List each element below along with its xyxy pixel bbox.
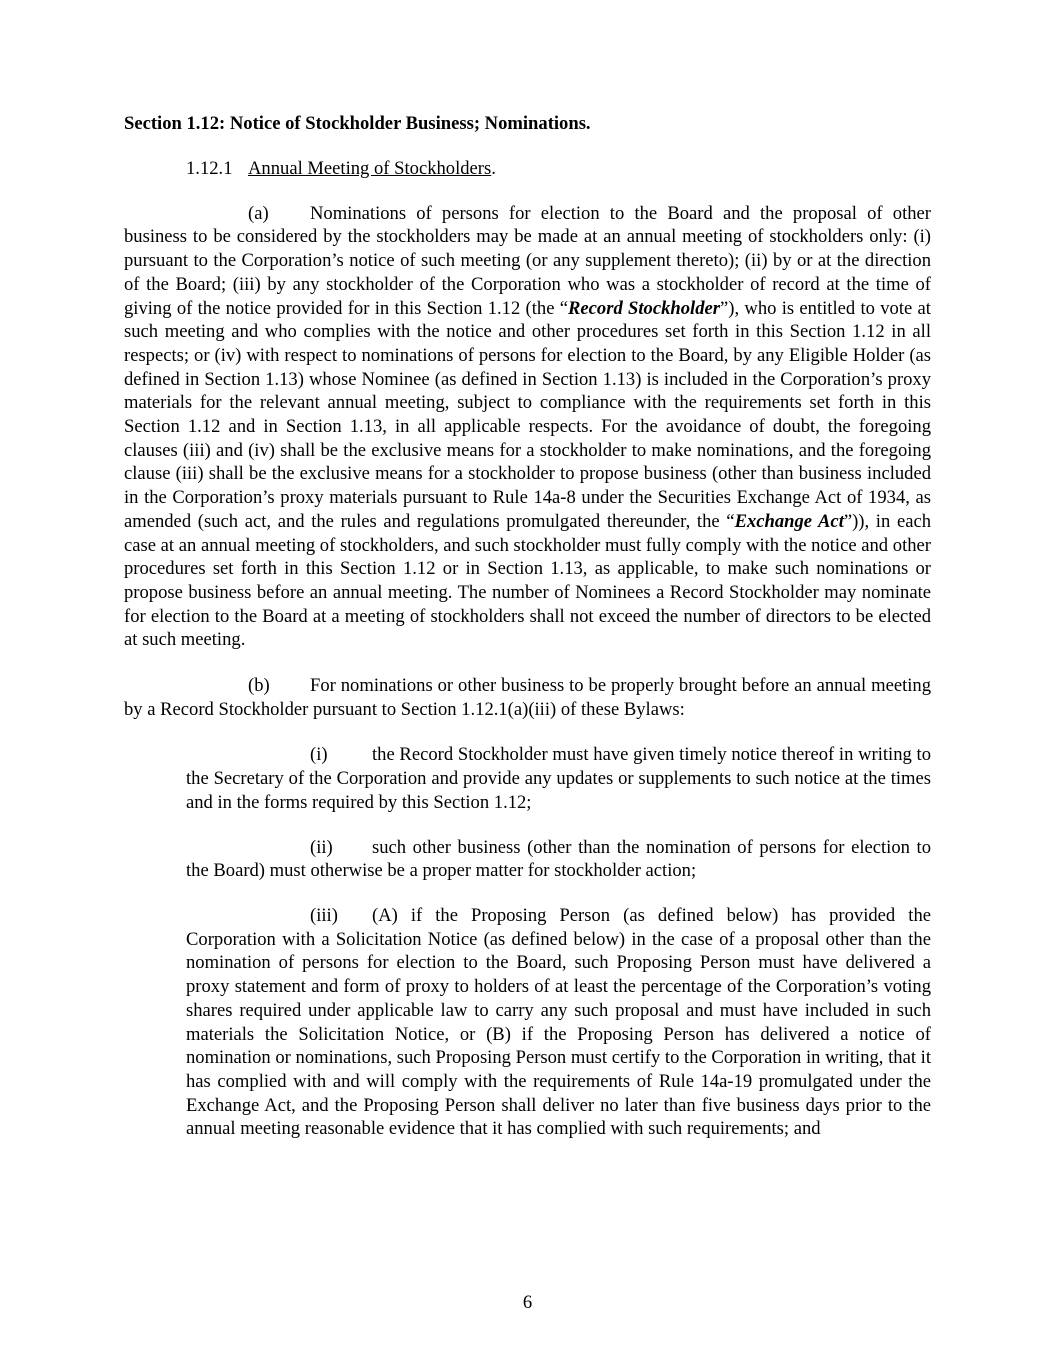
subsection-title-suffix: . (491, 158, 496, 179)
subsection-number: 1.12.1 (186, 158, 233, 179)
defined-term-record-stockholder: Record Stockholder (568, 297, 720, 319)
paragraph-a-marker: (a) (248, 202, 269, 224)
sub-item-ii-text: such other business (other than the nomination of persons for election to the Board) must otherwise be a proper matter for stockholder action; (186, 836, 931, 882)
paragraph-a-text-2: ”), who is entitled to vote at such meeting and who complies with the notice and other procedures set forth in this Section 1.12 in all respects; or (iv) with respect to nominations of persons for election to the Board, by any Eligible Holder (as defined in Section 1.13) whose Nominee (as defined in Section 1.13) is included in the Corporation’s proxy materials for the relevant annual meeting, subject to compliance with the requirements set forth in this Section 1.12 and in Section 1.13, in all applicable respects. For the avoidance of doubt, the foregoing clauses (iii) and (iv) shall be the exclusive means for a stockholder to make nominations, and the foregoing clause (iii) shall be the exclusive means for a stockholder to propose business (other than business included in the Corporation’s proxy materials pursuant to Rule 14a-8 under the Securities Exchange Act of 1934, as amended (such act, and the rules and regulations promulgated thereunder, the “ (124, 297, 931, 532)
sub-item-ii (186, 836, 931, 883)
defined-term-exchange-act: Exchange Act (734, 510, 844, 532)
subsection-heading (186, 157, 931, 181)
sub-item-ii-marker: (ii) (310, 836, 333, 858)
paragraph-b-marker: (b) (248, 675, 270, 697)
sub-item-i-marker: (i) (310, 744, 328, 766)
paragraph-b-text: For nominations or other business to be properly brought before an annual meeting by a Record Stockholder pursuant to Section 1.12.1(a)(iii) of these Bylaws: (124, 675, 931, 720)
subsection-title: Annual Meeting of Stockholders (248, 158, 492, 179)
document-page (124, 112, 931, 1141)
paragraph-a-text-1: Nominations of persons for election to the Board and the proposal of other business to be considered by the stockholders may be made at an annual meeting of stockholders only: (i) pursuant to the Corporation’s notice of such meeting (or any supplement thereto); (ii) by or at the direction of the Board; (iii) by any stockholder of the Corporation who was a stockholder of record at the time of giving of the notice provided for in this Section 1.12 (the “ (124, 202, 931, 319)
sub-item-iii-text: (A) if the Proposing Person (as defined below) has provided the Corporation with a Solicitation Notice (as defined below) in the case of a proposal other than the nomination of persons for election to the Board, such Proposing Person must have delivered a proxy statement and form of proxy to holders of at least the percentage of the Corporation’s voting shares required under applicable law to carry any such proposal and must have included in such materials the Solicitation Notice, or (B) if the Proposing Person has delivered a notice of nomination or nominations, such Proposing Person must certify to the Corporation in writing, that it has complied with and will comply with the requirements of Rule 14a-19 promulgated under the Exchange Act, and the Proposing Person shall deliver no later than five business days prior to the annual meeting reasonable evidence that it has complied with such requirements; and (186, 904, 931, 1140)
sub-item-iii-marker: (iii) (310, 904, 338, 926)
paragraph-a-text-3: ”)), in each case at an annual meeting of stockholders, and such stockholder must fully comply with the notice and other procedures set forth in this Section 1.12 or in Section 1.13, as applicable, to make such nominations or propose business before an annual meeting. The number of Nominees a Record Stockholder may nominate for election to the Board at a meeting of stockholders shall not exceed the number of directors to be elected at such meeting. (124, 510, 931, 651)
paragraph-a (124, 202, 931, 652)
paragraph-b (124, 674, 931, 721)
sub-item-iii (186, 904, 931, 1141)
sub-item-i-text: the Record Stockholder must have given timely notice thereof in writing to the Secretary of the Corporation and provide any updates or supplements to such notice at the times and in the forms required by this Section 1.12; (186, 744, 931, 813)
sub-item-i (186, 743, 931, 814)
page-number: 6 (522, 1292, 533, 1313)
section-heading: Section 1.12: Notice of Stockholder Business; Nominations. (124, 113, 591, 134)
